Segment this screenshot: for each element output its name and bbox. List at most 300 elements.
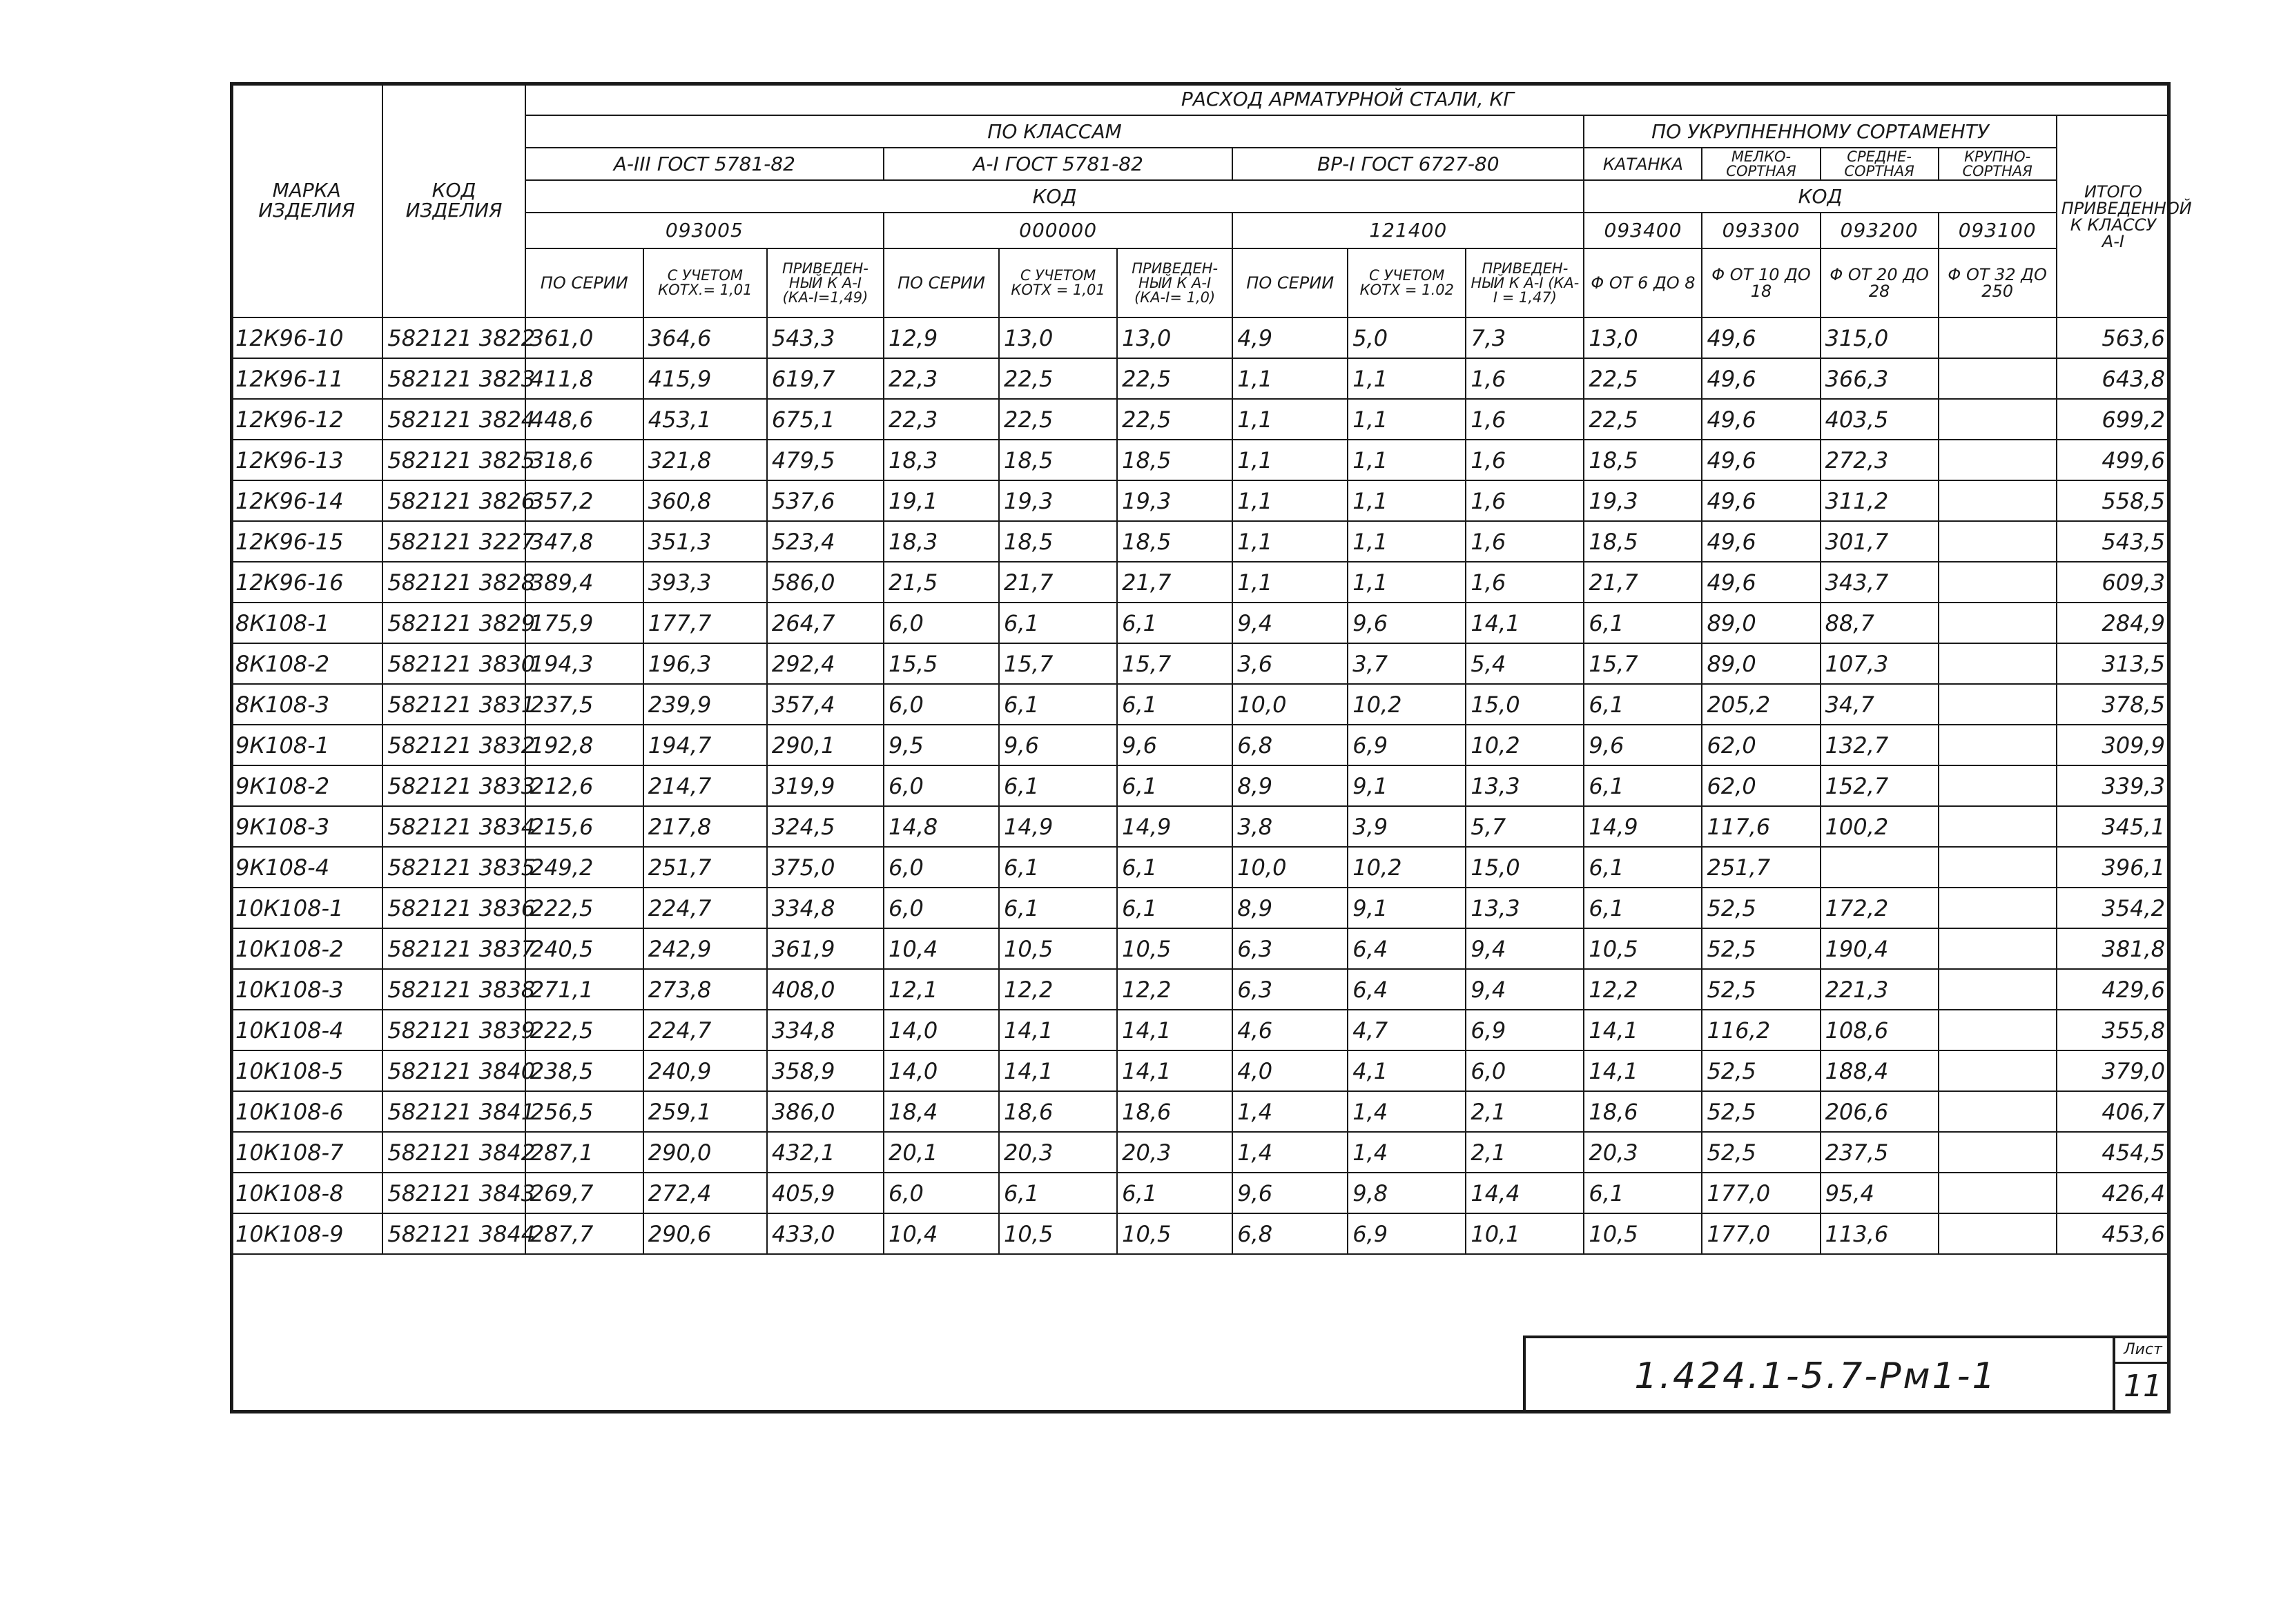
- a3-reduced-cell: 324,5: [767, 806, 884, 847]
- mark-cell: 8К108-3: [231, 684, 382, 725]
- a3-series-cell: 269,7: [525, 1173, 643, 1213]
- a1-reduced-cell: 6,1: [1117, 603, 1232, 643]
- sredne-cell: 403,5: [1821, 399, 1939, 440]
- table-row: [231, 521, 2170, 562]
- total-cell: 453,6: [2057, 1213, 2170, 1254]
- class-a1-header: А-I ГОСТ 5781-82: [884, 148, 1232, 180]
- table-row: [231, 888, 2170, 928]
- rebar-consumption-table: [230, 82, 2192, 1255]
- total-cell: 454,5: [2057, 1132, 2170, 1173]
- vr1-series-cell: 10,0: [1232, 684, 1348, 725]
- table-row: [231, 1173, 2170, 1213]
- diam-32-250-header: Φ ОТ 32 ДО 250: [1939, 248, 2057, 317]
- a3-coef-cell: 251,7: [643, 847, 767, 888]
- a3-series-cell: 389,4: [525, 562, 643, 603]
- a1-coef-cell: 6,1: [999, 765, 1117, 806]
- a3-coef-cell: 321,8: [643, 440, 767, 480]
- total-cell: 426,4: [2057, 1173, 2170, 1213]
- sredne-cell: 311,2: [1821, 480, 1939, 521]
- a3-reduced-cell: 292,4: [767, 643, 884, 684]
- krupno-cell: [1939, 1213, 2057, 1254]
- vr1-with-coef-header: С УЧЕТОМ КОТХ = 1.02: [1348, 248, 1466, 317]
- table-row: [231, 928, 2170, 969]
- table-row: [231, 1213, 2170, 1254]
- table-row: [231, 847, 2170, 888]
- a3-reduced-cell: 675,1: [767, 399, 884, 440]
- katanka-cell: 18,5: [1584, 440, 1702, 480]
- katanka-cell: 18,5: [1584, 521, 1702, 562]
- total-cell: 643,8: [2057, 358, 2170, 399]
- code-093100: 093100: [1939, 213, 2057, 248]
- sredne-cell: 95,4: [1821, 1173, 1939, 1213]
- total-cell: 284,9: [2057, 603, 2170, 643]
- vr1-coef-cell: 4,7: [1348, 1010, 1466, 1050]
- katanka-cell: 22,5: [1584, 358, 1702, 399]
- vr1-series-cell: 6,8: [1232, 1213, 1348, 1254]
- mark-cell: 9К108-2: [231, 765, 382, 806]
- a3-series-cell: 192,8: [525, 725, 643, 765]
- vr1-series-cell: 1,4: [1232, 1091, 1348, 1132]
- a3-series-cell: 175,9: [525, 603, 643, 643]
- a1-reduced-cell: 14,1: [1117, 1050, 1232, 1091]
- vr1-reduced-cell: 6,0: [1466, 1050, 1584, 1091]
- a3-reduced-cell: 619,7: [767, 358, 884, 399]
- total-header: ИТОГО ПРИВЕДЕННОЙ К КЛАССУ А-I: [2057, 115, 2170, 317]
- melko-header: МЕЛКО-СОРТНАЯ: [1702, 148, 1820, 180]
- code-cell: 582121 3828: [382, 562, 525, 603]
- vr1-reduced-cell: 1,6: [1466, 480, 1584, 521]
- a1-coef-cell: 6,1: [999, 684, 1117, 725]
- a3-reduced-cell: 334,8: [767, 1010, 884, 1050]
- krupno-cell: [1939, 847, 2057, 888]
- vr1-reduced-cell: 1,6: [1466, 399, 1584, 440]
- a3-coef-cell: 290,0: [643, 1132, 767, 1173]
- a3-reduced-cell: 264,7: [767, 603, 884, 643]
- vr1-coef-cell: 3,9: [1348, 806, 1466, 847]
- total-cell: 313,5: [2057, 643, 2170, 684]
- katanka-cell: 10,5: [1584, 1213, 1702, 1254]
- total-cell: 406,7: [2057, 1091, 2170, 1132]
- mark-cell: 8К108-1: [231, 603, 382, 643]
- melko-cell: 117,6: [1702, 806, 1820, 847]
- mark-cell: 10К108-8: [231, 1173, 382, 1213]
- vr1-coef-cell: 5,0: [1348, 317, 1466, 358]
- a1-reduced-cell: 15,7: [1117, 643, 1232, 684]
- total-cell: 354,2: [2057, 888, 2170, 928]
- a3-series-cell: 448,6: [525, 399, 643, 440]
- vr1-series-cell: 8,9: [1232, 888, 1348, 928]
- sredne-cell: 366,3: [1821, 358, 1939, 399]
- a1-coef-cell: 20,3: [999, 1132, 1117, 1173]
- a3-reduced-cell: 408,0: [767, 969, 884, 1010]
- krupno-header: КРУПНО-СОРТНАЯ: [1939, 148, 2057, 180]
- a1-coef-cell: 12,2: [999, 969, 1117, 1010]
- a1-coef-cell: 18,5: [999, 521, 1117, 562]
- table-row: [231, 806, 2170, 847]
- melko-cell: 52,5: [1702, 1091, 1820, 1132]
- a1-reduced-cell: 21,7: [1117, 562, 1232, 603]
- vr1-coef-cell: 4,1: [1348, 1050, 1466, 1091]
- a3-coef-cell: 272,4: [643, 1173, 767, 1213]
- vr1-reduced-cell: 10,2: [1466, 725, 1584, 765]
- vr1-reduced-cell: 2,1: [1466, 1091, 1584, 1132]
- diam-10-18-header: Φ ОТ 10 ДО 18: [1702, 248, 1820, 317]
- total-cell: 499,6: [2057, 440, 2170, 480]
- a1-series-cell: 6,0: [884, 603, 999, 643]
- sheet-number: 11: [2124, 1369, 2162, 1404]
- a3-coef-cell: 214,7: [643, 765, 767, 806]
- krupno-cell: [1939, 399, 2057, 440]
- a1-series-cell: 12,9: [884, 317, 999, 358]
- krupno-cell: [1939, 725, 2057, 765]
- vr1-reduced-header: ПРИВЕДЕН-НЫЙ К А-I (КА-I = 1,47): [1466, 248, 1584, 317]
- a3-coef-cell: 242,9: [643, 928, 767, 969]
- a3-coef-cell: 194,7: [643, 725, 767, 765]
- krupno-cell: [1939, 888, 2057, 928]
- a1-coef-cell: 10,5: [999, 928, 1117, 969]
- vr1-coef-cell: 6,4: [1348, 969, 1466, 1010]
- a1-reduced-cell: 19,3: [1117, 480, 1232, 521]
- a3-coef-cell: 273,8: [643, 969, 767, 1010]
- code-cell: 582121 3838: [382, 969, 525, 1010]
- total-cell: 558,5: [2057, 480, 2170, 521]
- table-row: [231, 1050, 2170, 1091]
- melko-cell: 49,6: [1702, 521, 1820, 562]
- a3-reduced-cell: 543,3: [767, 317, 884, 358]
- total-cell: 429,6: [2057, 969, 2170, 1010]
- table-row: [231, 765, 2170, 806]
- a3-reduced-cell: 386,0: [767, 1091, 884, 1132]
- a1-coef-cell: 6,1: [999, 603, 1117, 643]
- sredne-cell: 272,3: [1821, 440, 1939, 480]
- diam-6-8-header: Φ ОТ 6 ДО 8: [1584, 248, 1702, 317]
- a1-series-cell: 14,0: [884, 1010, 999, 1050]
- a3-reduced-cell: 319,9: [767, 765, 884, 806]
- vr1-reduced-cell: 1,6: [1466, 440, 1584, 480]
- table-row: [231, 562, 2170, 603]
- a3-coef-cell: 196,3: [643, 643, 767, 684]
- vr1-coef-cell: 1,1: [1348, 562, 1466, 603]
- a1-series-cell: 18,4: [884, 1091, 999, 1132]
- a1-reduced-cell: 22,5: [1117, 358, 1232, 399]
- vr1-series-cell: 6,8: [1232, 725, 1348, 765]
- code-header: КОД ИЗДЕЛИЯ: [382, 83, 525, 317]
- sheet-label: Лист: [2115, 1338, 2171, 1364]
- mark-cell: 12К96-14: [231, 480, 382, 521]
- krupno-cell: [1939, 643, 2057, 684]
- table-row: [231, 399, 2170, 440]
- a1-coef-cell: 19,3: [999, 480, 1117, 521]
- melko-cell: 52,5: [1702, 888, 1820, 928]
- vr1-coef-cell: 1,1: [1348, 521, 1466, 562]
- vr1-series-cell: 3,8: [1232, 806, 1348, 847]
- a3-series-cell: 287,1: [525, 1132, 643, 1173]
- a1-reduced-cell: 6,1: [1117, 888, 1232, 928]
- class-vr1-header: ВР-I ГОСТ 6727-80: [1232, 148, 1584, 180]
- vr1-reduced-cell: 13,3: [1466, 888, 1584, 928]
- krupno-cell: [1939, 521, 2057, 562]
- vr1-reduced-cell: 1,6: [1466, 521, 1584, 562]
- vr1-reduced-cell: 14,1: [1466, 603, 1584, 643]
- melko-cell: 89,0: [1702, 603, 1820, 643]
- mark-cell: 12К96-12: [231, 399, 382, 440]
- sredne-header: СРЕДНЕ-СОРТНАЯ: [1821, 148, 1939, 180]
- code-cell: 582121 3831: [382, 684, 525, 725]
- sredne-cell: 343,7: [1821, 562, 1939, 603]
- a1-reduced-cell: 13,0: [1117, 317, 1232, 358]
- katanka-cell: 14,9: [1584, 806, 1702, 847]
- krupno-cell: [1939, 1010, 2057, 1050]
- vr1-reduced-cell: 15,0: [1466, 684, 1584, 725]
- krupno-cell: [1939, 480, 2057, 521]
- a1-coef-cell: 22,5: [999, 358, 1117, 399]
- katanka-cell: 13,0: [1584, 317, 1702, 358]
- a3-series-cell: 318,6: [525, 440, 643, 480]
- vr1-reduced-cell: 5,7: [1466, 806, 1584, 847]
- code-cell: 582121 3830: [382, 643, 525, 684]
- document-number: 1.424.1-5.7-Рм1-1: [1634, 1355, 1997, 1397]
- vr1-coef-cell: 6,9: [1348, 1213, 1466, 1254]
- a1-series-cell: 18,3: [884, 521, 999, 562]
- krupno-cell: [1939, 928, 2057, 969]
- katanka-cell: 18,6: [1584, 1091, 1702, 1132]
- katanka-cell: 6,1: [1584, 765, 1702, 806]
- sredne-cell: 132,7: [1821, 725, 1939, 765]
- a3-reduced-cell: 357,4: [767, 684, 884, 725]
- code-000000: 000000: [884, 213, 1232, 248]
- sredne-cell: 188,4: [1821, 1050, 1939, 1091]
- katanka-cell: 22,5: [1584, 399, 1702, 440]
- krupno-cell: [1939, 317, 2057, 358]
- table-row: [231, 603, 2170, 643]
- a3-reduced-cell: 358,9: [767, 1050, 884, 1091]
- vr1-series-cell: 8,9: [1232, 765, 1348, 806]
- a1-coef-cell: 18,6: [999, 1091, 1117, 1132]
- mark-cell: 9К108-4: [231, 847, 382, 888]
- a1-reduced-header: ПРИВЕДЕН-НЫЙ К А-I (КА-I= 1,0): [1117, 248, 1232, 317]
- a1-coef-cell: 18,5: [999, 440, 1117, 480]
- vr1-series-cell: 10,0: [1232, 847, 1348, 888]
- kod-right-header: КОД: [1584, 180, 2056, 213]
- vr1-series-cell: 6,3: [1232, 969, 1348, 1010]
- a1-series-cell: 20,1: [884, 1132, 999, 1173]
- katanka-cell: 21,7: [1584, 562, 1702, 603]
- a1-reduced-cell: 18,5: [1117, 521, 1232, 562]
- mark-header: МАРКА ИЗДЕЛИЯ: [231, 83, 382, 317]
- sredne-cell: 172,2: [1821, 888, 1939, 928]
- code-cell: 582121 3824: [382, 399, 525, 440]
- title-header: РАСХОД АРМАТУРНОЙ СТАЛИ, КГ: [525, 83, 2170, 115]
- melko-cell: 116,2: [1702, 1010, 1820, 1050]
- a1-with-coef-header: С УЧЕТОМ КОТХ = 1,01: [999, 248, 1117, 317]
- a1-series-cell: 10,4: [884, 928, 999, 969]
- vr1-by-series-header: ПО СЕРИИ: [1232, 248, 1348, 317]
- a1-coef-cell: 9,6: [999, 725, 1117, 765]
- code-093400: 093400: [1584, 213, 1702, 248]
- code-cell: 582121 3835: [382, 847, 525, 888]
- a3-series-cell: 249,2: [525, 847, 643, 888]
- katanka-cell: 14,1: [1584, 1010, 1702, 1050]
- sredne-cell: 100,2: [1821, 806, 1939, 847]
- total-cell: 379,0: [2057, 1050, 2170, 1091]
- code-cell: 582121 3841: [382, 1091, 525, 1132]
- a3-reduced-cell: 523,4: [767, 521, 884, 562]
- melko-cell: 251,7: [1702, 847, 1820, 888]
- vr1-reduced-cell: 2,1: [1466, 1132, 1584, 1173]
- a1-coef-cell: 14,9: [999, 806, 1117, 847]
- vr1-coef-cell: 1,4: [1348, 1091, 1466, 1132]
- sredne-cell: 237,5: [1821, 1132, 1939, 1173]
- a3-coef-cell: 290,6: [643, 1213, 767, 1254]
- melko-cell: 49,6: [1702, 358, 1820, 399]
- a1-series-cell: 6,0: [884, 888, 999, 928]
- code-cell: 582121 3227: [382, 521, 525, 562]
- vr1-series-cell: 1,1: [1232, 521, 1348, 562]
- a1-reduced-cell: 9,6: [1117, 725, 1232, 765]
- vr1-series-cell: 4,9: [1232, 317, 1348, 358]
- vr1-coef-cell: 1,4: [1348, 1132, 1466, 1173]
- code-093300: 093300: [1702, 213, 1820, 248]
- melko-cell: 177,0: [1702, 1213, 1820, 1254]
- melko-cell: 89,0: [1702, 643, 1820, 684]
- a3-reduced-header: ПРИВЕДЕН-НЫЙ К А-I (КА-I=1,49): [767, 248, 884, 317]
- melko-cell: 62,0: [1702, 725, 1820, 765]
- a3-coef-cell: 240,9: [643, 1050, 767, 1091]
- melko-cell: 52,5: [1702, 928, 1820, 969]
- a3-series-cell: 212,6: [525, 765, 643, 806]
- a1-reduced-cell: 10,5: [1117, 1213, 1232, 1254]
- katanka-cell: 9,6: [1584, 725, 1702, 765]
- melko-cell: 52,5: [1702, 1050, 1820, 1091]
- vr1-coef-cell: 9,8: [1348, 1173, 1466, 1213]
- code-cell: 582121 3843: [382, 1173, 525, 1213]
- vr1-series-cell: 1,1: [1232, 440, 1348, 480]
- table-row: [231, 684, 2170, 725]
- katanka-cell: 6,1: [1584, 684, 1702, 725]
- melko-cell: 49,6: [1702, 562, 1820, 603]
- melko-cell: 177,0: [1702, 1173, 1820, 1213]
- a3-reduced-cell: 432,1: [767, 1132, 884, 1173]
- a3-series-cell: 238,5: [525, 1050, 643, 1091]
- krupno-cell: [1939, 440, 2057, 480]
- total-cell: 345,1: [2057, 806, 2170, 847]
- code-cell: 582121 3840: [382, 1050, 525, 1091]
- a1-coef-cell: 21,7: [999, 562, 1117, 603]
- a1-series-cell: 6,0: [884, 1173, 999, 1213]
- a3-reduced-cell: 537,6: [767, 480, 884, 521]
- total-cell: 381,8: [2057, 928, 2170, 969]
- mark-cell: 8К108-2: [231, 643, 382, 684]
- vr1-series-cell: 1,1: [1232, 480, 1348, 521]
- a3-series-cell: 271,1: [525, 969, 643, 1010]
- table-row: [231, 317, 2170, 358]
- a3-coef-cell: 393,3: [643, 562, 767, 603]
- melko-cell: 49,6: [1702, 317, 1820, 358]
- vr1-coef-cell: 1,1: [1348, 358, 1466, 399]
- a1-coef-cell: 6,1: [999, 1173, 1117, 1213]
- a1-reduced-cell: 6,1: [1117, 1173, 1232, 1213]
- total-cell: 543,5: [2057, 521, 2170, 562]
- a1-series-cell: 21,5: [884, 562, 999, 603]
- sredne-cell: 113,6: [1821, 1213, 1939, 1254]
- a3-reduced-cell: 433,0: [767, 1213, 884, 1254]
- vr1-reduced-cell: 1,6: [1466, 562, 1584, 603]
- a3-series-cell: 194,3: [525, 643, 643, 684]
- melko-cell: 49,6: [1702, 480, 1820, 521]
- katanka-cell: 15,7: [1584, 643, 1702, 684]
- total-cell: 699,2: [2057, 399, 2170, 440]
- vr1-coef-cell: 3,7: [1348, 643, 1466, 684]
- mark-cell: 10К108-3: [231, 969, 382, 1010]
- vr1-coef-cell: 9,1: [1348, 765, 1466, 806]
- katanka-cell: 6,1: [1584, 888, 1702, 928]
- total-cell: 396,1: [2057, 847, 2170, 888]
- code-cell: 582121 3837: [382, 928, 525, 969]
- krupno-cell: [1939, 1173, 2057, 1213]
- vr1-series-cell: 4,6: [1232, 1010, 1348, 1050]
- katanka-header: КАТАНКА: [1584, 148, 1702, 180]
- a1-by-series-header: ПО СЕРИИ: [884, 248, 999, 317]
- a3-reduced-cell: 361,9: [767, 928, 884, 969]
- a3-series-cell: 357,2: [525, 480, 643, 521]
- total-cell: 309,9: [2057, 725, 2170, 765]
- vr1-series-cell: 1,1: [1232, 399, 1348, 440]
- mark-cell: 9К108-1: [231, 725, 382, 765]
- a1-coef-cell: 22,5: [999, 399, 1117, 440]
- a3-reduced-cell: 375,0: [767, 847, 884, 888]
- code-cell: 582121 3832: [382, 725, 525, 765]
- a3-series-cell: 347,8: [525, 521, 643, 562]
- a3-coef-cell: 224,7: [643, 1010, 767, 1050]
- code-cell: 582121 3844: [382, 1213, 525, 1254]
- a1-series-cell: 14,8: [884, 806, 999, 847]
- sredne-cell: 206,6: [1821, 1091, 1939, 1132]
- table-row: [231, 440, 2170, 480]
- total-cell: 609,3: [2057, 562, 2170, 603]
- mark-cell: 10К108-1: [231, 888, 382, 928]
- vr1-reduced-cell: 5,4: [1466, 643, 1584, 684]
- vr1-coef-cell: 6,9: [1348, 725, 1466, 765]
- krupno-cell: [1939, 562, 2057, 603]
- a3-series-cell: 222,5: [525, 1010, 643, 1050]
- code-cell: 582121 3825: [382, 440, 525, 480]
- a1-reduced-cell: 12,2: [1117, 969, 1232, 1010]
- table-row: [231, 969, 2170, 1010]
- code-cell: 582121 3826: [382, 480, 525, 521]
- a1-series-cell: 18,3: [884, 440, 999, 480]
- mark-cell: 12К96-11: [231, 358, 382, 399]
- vr1-reduced-cell: 9,4: [1466, 928, 1584, 969]
- krupno-cell: [1939, 358, 2057, 399]
- a1-coef-cell: 15,7: [999, 643, 1117, 684]
- vr1-coef-cell: 9,6: [1348, 603, 1466, 643]
- title-block: [1523, 1336, 2171, 1413]
- table-row: [231, 643, 2170, 684]
- a1-series-cell: 6,0: [884, 765, 999, 806]
- code-121400: 121400: [1232, 213, 1584, 248]
- vr1-reduced-cell: 6,9: [1466, 1010, 1584, 1050]
- sredne-cell: 34,7: [1821, 684, 1939, 725]
- sredne-cell: 152,7: [1821, 765, 1939, 806]
- a1-reduced-cell: 10,5: [1117, 928, 1232, 969]
- a3-with-coef-header: С УЧЕТОМ КОТХ.= 1,01: [643, 248, 767, 317]
- code-cell: 582121 3836: [382, 888, 525, 928]
- krupno-cell: [1939, 1132, 2057, 1173]
- vr1-coef-cell: 10,2: [1348, 847, 1466, 888]
- table-row: [231, 1010, 2170, 1050]
- vr1-series-cell: 1,1: [1232, 358, 1348, 399]
- vr1-reduced-cell: 9,4: [1466, 969, 1584, 1010]
